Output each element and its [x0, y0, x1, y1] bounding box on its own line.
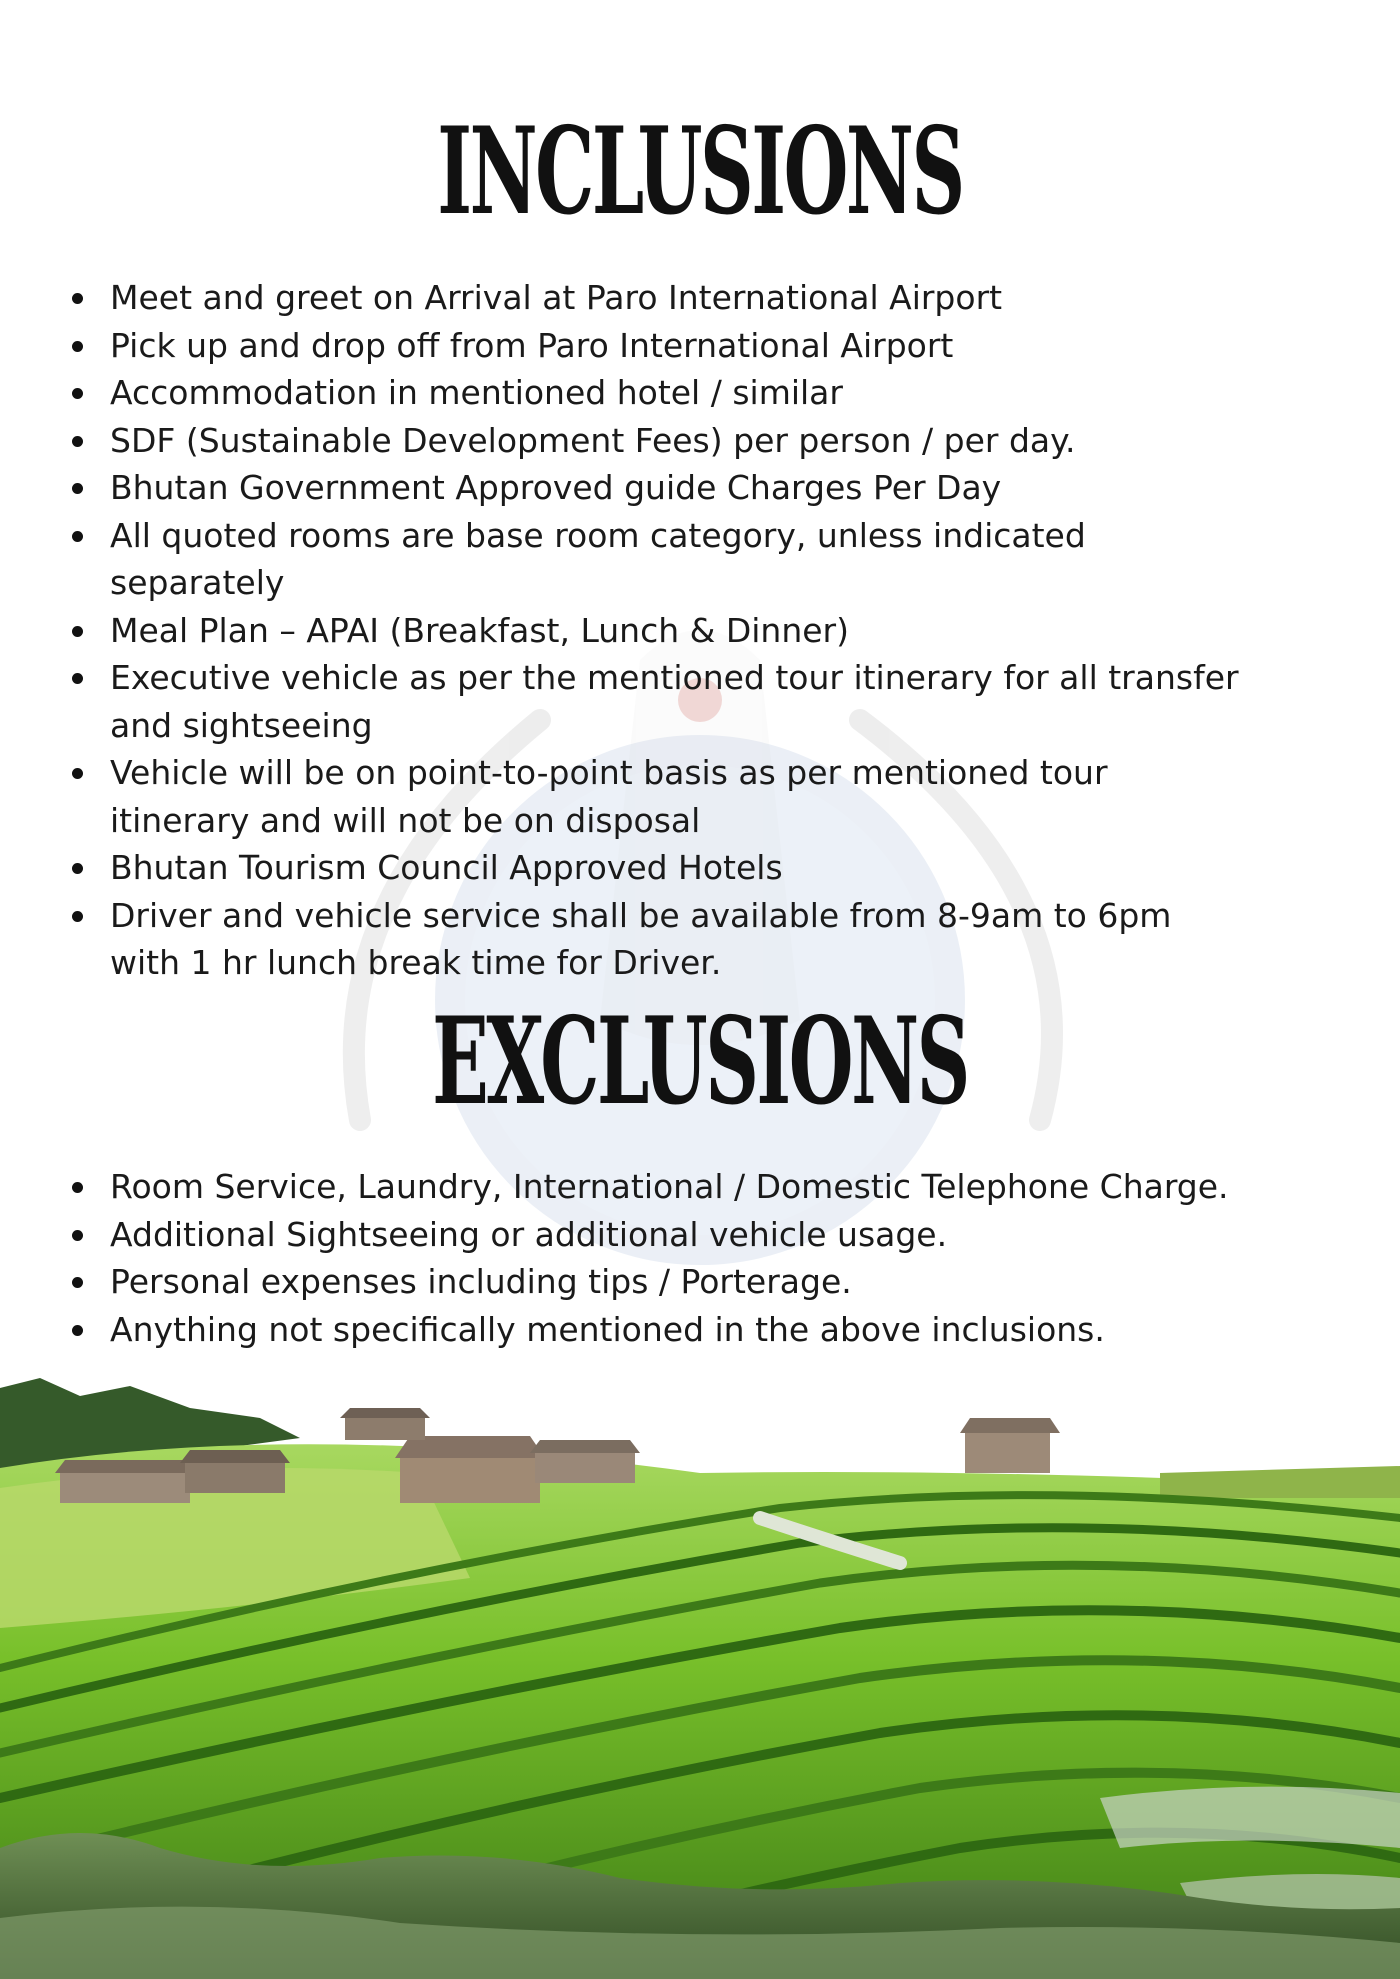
list-item: Room Service, Laundry, International / Domestic Telephone Charge.: [0, 1163, 1250, 1211]
list-item: Accommodation in mentioned hotel / similar: [0, 369, 1250, 417]
list-item: Additional Sightseeing or additional vehicle usage.: [0, 1211, 1250, 1259]
list-item: Meal Plan – APAI (Breakfast, Lunch & Dinner): [0, 607, 1250, 655]
list-item: Personal expenses including tips / Porterage.: [0, 1258, 1250, 1306]
list-item: Meet and greet on Arrival at Paro International Airport: [0, 274, 1250, 322]
list-item: All quoted rooms are base room category, unless indicated separately: [0, 512, 1250, 607]
exclusions-title: EXCLUSIONS: [432, 991, 968, 1132]
rice-terrace-image: [0, 1378, 1400, 1979]
exclusions-list: [0, 1163, 1250, 1353]
list-item: Bhutan Tourism Council Approved Hotels: [0, 844, 1250, 892]
list-item: Executive vehicle as per the mentioned tour itinerary for all transfer and sightseeing: [0, 654, 1250, 749]
inclusions-list: [0, 274, 1250, 987]
list-item: Pick up and drop off from Paro International Airport: [0, 322, 1250, 370]
list-item: Bhutan Government Approved guide Charges Per Day: [0, 464, 1250, 512]
list-item: Anything not specifically mentioned in the above inclusions.: [0, 1306, 1250, 1354]
list-item: Vehicle will be on point-to-point basis as per mentioned tour itinerary and will not be on disposal: [0, 749, 1250, 844]
inclusions-title: INCLUSIONS: [437, 101, 963, 242]
list-item: SDF (Sustainable Development Fees) per person / per day.: [0, 417, 1250, 465]
list-item: Driver and vehicle service shall be available from 8-9am to 6pm with 1 hr lunch break time for Driver.: [0, 892, 1250, 987]
